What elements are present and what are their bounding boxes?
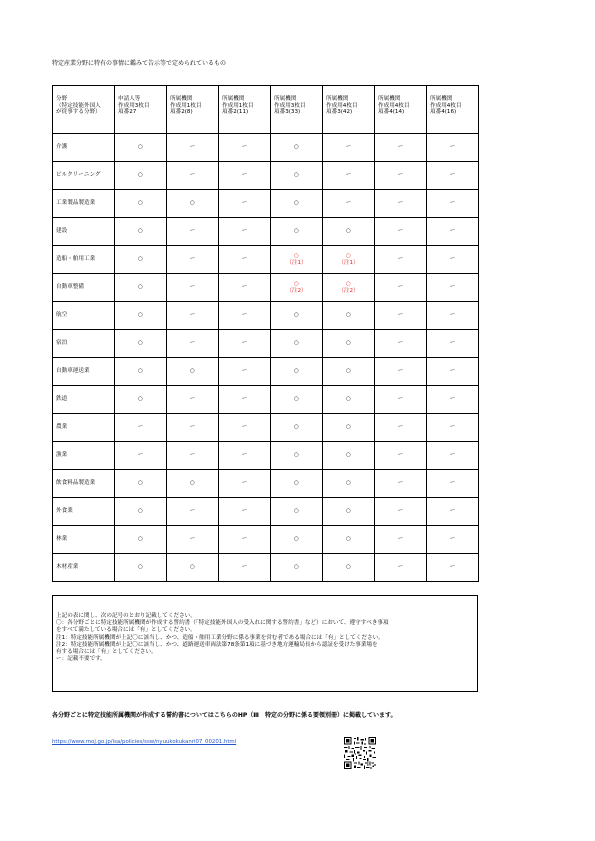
table-cell: ○	[115, 330, 167, 358]
table-cell: ー	[375, 134, 427, 162]
table-cell: ー	[323, 190, 375, 218]
row-label: 建設	[53, 218, 115, 246]
column-header-4: 所属機関 作成用3枚目 項番3(33)	[271, 86, 323, 134]
table-header-row	[53, 86, 479, 134]
table-cell: ○	[271, 470, 323, 498]
qr-code-icon	[344, 737, 376, 769]
table-cell: ○	[115, 526, 167, 554]
table-cell: ○	[115, 134, 167, 162]
table-cell: ー	[375, 526, 427, 554]
table-cell: ○	[323, 218, 375, 246]
table-cell: ー	[219, 246, 271, 274]
table-cell: ○	[271, 414, 323, 442]
row-label: 鉄道	[53, 386, 115, 414]
table-row	[53, 442, 479, 470]
table-cell: ー	[375, 302, 427, 330]
table-cell: ○	[115, 162, 167, 190]
table-row	[53, 386, 479, 414]
note-line-dash: ー：記載不要です。	[56, 656, 106, 663]
table-cell: ○	[323, 358, 375, 386]
table-cell: ー	[375, 442, 427, 470]
row-label: 宿泊	[53, 330, 115, 358]
table-cell: ○	[271, 386, 323, 414]
requirements-table	[52, 85, 479, 582]
table-cell: ー	[427, 246, 479, 274]
table-cell: ー	[219, 386, 271, 414]
row-label: 自動車運送業	[53, 358, 115, 386]
table-row	[53, 246, 479, 274]
table-cell: ○	[271, 330, 323, 358]
table-cell: ○	[323, 302, 375, 330]
table-cell: ○	[271, 442, 323, 470]
table-row	[53, 414, 479, 442]
table-cell: ○	[323, 470, 375, 498]
table-cell: ー	[375, 162, 427, 190]
table-cell: ○ （注2）	[323, 274, 375, 302]
table-cell: ー	[375, 218, 427, 246]
table-cell: ー	[167, 218, 219, 246]
table-cell: ー	[375, 246, 427, 274]
table-cell: ー	[167, 526, 219, 554]
table-cell: ー	[427, 162, 479, 190]
table-cell: ー	[219, 218, 271, 246]
table-cell: ー	[219, 162, 271, 190]
table-cell: ○ （注2）	[271, 274, 323, 302]
table-cell: ○	[323, 330, 375, 358]
table-cell: ー	[427, 274, 479, 302]
table-cell: ー	[219, 134, 271, 162]
table-cell: ○	[167, 554, 219, 582]
table-cell: ー	[427, 358, 479, 386]
table-cell: ー	[427, 190, 479, 218]
table-row	[53, 134, 479, 162]
table-cell: ー	[167, 414, 219, 442]
row-label: 漁業	[53, 442, 115, 470]
table-cell: ○	[271, 134, 323, 162]
table-cell: ○	[271, 218, 323, 246]
table-cell: ー	[427, 442, 479, 470]
column-header-7: 所属機関 作成用4枚目 項番4(16)	[427, 86, 479, 134]
table-cell: ー	[167, 442, 219, 470]
table-cell: ー	[167, 330, 219, 358]
table-cell: ー	[219, 554, 271, 582]
table-cell: ー	[427, 302, 479, 330]
table-row	[53, 218, 479, 246]
row-label: 木材産業	[53, 554, 115, 582]
table-row	[53, 358, 479, 386]
table-cell: ー	[219, 358, 271, 386]
table-cell: ○	[115, 386, 167, 414]
table-cell: ー	[375, 470, 427, 498]
table-cell: ○	[323, 414, 375, 442]
row-label: 工業製品製造業	[53, 190, 115, 218]
table-cell: ○	[323, 442, 375, 470]
table-cell: ー	[115, 442, 167, 470]
row-label: 介護	[53, 134, 115, 162]
table-cell: ー	[219, 414, 271, 442]
column-header-5: 所属機関 作成用4枚目 項番3(42)	[323, 86, 375, 134]
table-cell: ー	[375, 386, 427, 414]
table-row	[53, 526, 479, 554]
table-cell: ー	[427, 498, 479, 526]
table-row	[53, 330, 479, 358]
table-cell: ー	[427, 218, 479, 246]
table-cell: ー	[219, 470, 271, 498]
table-row	[53, 162, 479, 190]
table-cell: ー	[427, 526, 479, 554]
page-heading: 特定産業分野に特有の事情に鑑みて告示等で定められているもの	[52, 60, 227, 67]
table-cell: ー	[219, 498, 271, 526]
column-header-6: 所属機関 作成用4枚目 項番4(14)	[375, 86, 427, 134]
row-label: 林業	[53, 526, 115, 554]
note-line-intro: 上記の表に関し、次の記号のとおり記載してください。	[56, 613, 196, 619]
note-line-2: 注2：特定技能所属機関が上記〇に該当し、かつ、道路運送車両法第78条第1項に基づき地方運輸局長から認証を受けた事業場を 有する場合には「有」としてください。	[56, 641, 378, 656]
note-line-1: 注1：特定技能所属機関が上記〇に該当し、かつ、造船・舶用工業分野に係る事業を営む者である場合には「有」としてください。	[56, 634, 384, 641]
row-label: 造船・舶用工業	[53, 246, 115, 274]
row-label: 飲食料品製造業	[53, 470, 115, 498]
table-cell: ー	[375, 190, 427, 218]
table-cell: ー	[219, 274, 271, 302]
table-cell: ー	[219, 526, 271, 554]
table-cell: ○	[271, 526, 323, 554]
table-cell: ○	[323, 526, 375, 554]
table-cell: ○	[271, 302, 323, 330]
table-cell: ー	[219, 190, 271, 218]
row-label: 農業	[53, 414, 115, 442]
table-cell: ー	[115, 414, 167, 442]
table-row	[53, 554, 479, 582]
table-cell: ○	[271, 190, 323, 218]
legend-notes	[52, 595, 478, 692]
table-cell: ー	[167, 274, 219, 302]
table-row	[53, 498, 479, 526]
column-header-0: 分野 （特定技能外国人 が従事する分野）	[53, 86, 115, 134]
table-cell: ー	[375, 498, 427, 526]
table-cell: ー	[427, 414, 479, 442]
table-cell: ○	[271, 162, 323, 190]
table-cell: ー	[323, 134, 375, 162]
table-cell: ○	[323, 554, 375, 582]
column-header-2: 所属機関 作成用1枚目 項番2(8)	[167, 86, 219, 134]
table-cell: ー	[427, 554, 479, 582]
table-cell: ー	[219, 330, 271, 358]
table-cell: ○	[271, 498, 323, 526]
table-row	[53, 190, 479, 218]
table-cell: ー	[167, 246, 219, 274]
row-label: 航空	[53, 302, 115, 330]
column-header-3: 所属機関 作成用1枚目 項番2(11)	[219, 86, 271, 134]
table-cell: ー	[427, 470, 479, 498]
column-header-1: 申請人等 作成用3枚目 項番27	[115, 86, 167, 134]
table-cell: ○	[167, 190, 219, 218]
table-row	[53, 302, 479, 330]
row-label: 外食業	[53, 498, 115, 526]
footer-text: 各分野ごとに特定技能所属機関が作成する誓約書についてはこちらのHP（Ⅲ 特定の分野に係る要領別冊）に掲載しています。	[52, 712, 397, 719]
table-cell: ー	[427, 386, 479, 414]
guideline-link[interactable]: https://www.moj.go.jp/isa/policies/ssw/nyuukokukanri07_00201.html	[52, 739, 237, 745]
table-cell: ○	[323, 498, 375, 526]
table-cell: ○	[115, 358, 167, 386]
table-cell: ○	[115, 498, 167, 526]
table-cell: ○	[115, 470, 167, 498]
table-cell: ○	[115, 246, 167, 274]
table-cell: ○	[167, 470, 219, 498]
table-cell: ○ （注1）	[271, 246, 323, 274]
table-cell: ー	[375, 358, 427, 386]
table-cell: ○	[115, 218, 167, 246]
row-label: ビルクリーニング	[53, 162, 115, 190]
table-cell: ー	[375, 274, 427, 302]
table-cell: ー	[427, 134, 479, 162]
table-cell: ○	[167, 358, 219, 386]
table-row	[53, 470, 479, 498]
table-cell: ○	[115, 190, 167, 218]
table-cell: ー	[219, 302, 271, 330]
table-cell: ー	[375, 414, 427, 442]
table-cell: ー	[167, 162, 219, 190]
table-cell: ○	[115, 302, 167, 330]
table-cell: ○	[115, 274, 167, 302]
table-cell: ー	[167, 302, 219, 330]
table-cell: ○ （注1）	[323, 246, 375, 274]
table-body	[53, 134, 479, 582]
table-cell: ○	[115, 554, 167, 582]
table-cell: ー	[375, 554, 427, 582]
table-cell: ー	[167, 386, 219, 414]
table-cell: ー	[323, 162, 375, 190]
table-cell: ○	[323, 386, 375, 414]
table-cell: ー	[375, 330, 427, 358]
row-label: 自動車整備	[53, 274, 115, 302]
table-cell: ー	[219, 442, 271, 470]
note-line-circle: 〇：各分野ごとに特定技能所属機関が作成する誓約書（「特定技能外国人の受入れに関する誓約書」など）において、遵守すべき事項 をすべて満たしている場合には「有」としてください。	[56, 620, 389, 634]
table-cell: ○	[271, 358, 323, 386]
table-row	[53, 274, 479, 302]
table-cell: ー	[167, 498, 219, 526]
table-cell: ー	[167, 134, 219, 162]
table-cell: ー	[427, 330, 479, 358]
table-cell: ○	[271, 554, 323, 582]
